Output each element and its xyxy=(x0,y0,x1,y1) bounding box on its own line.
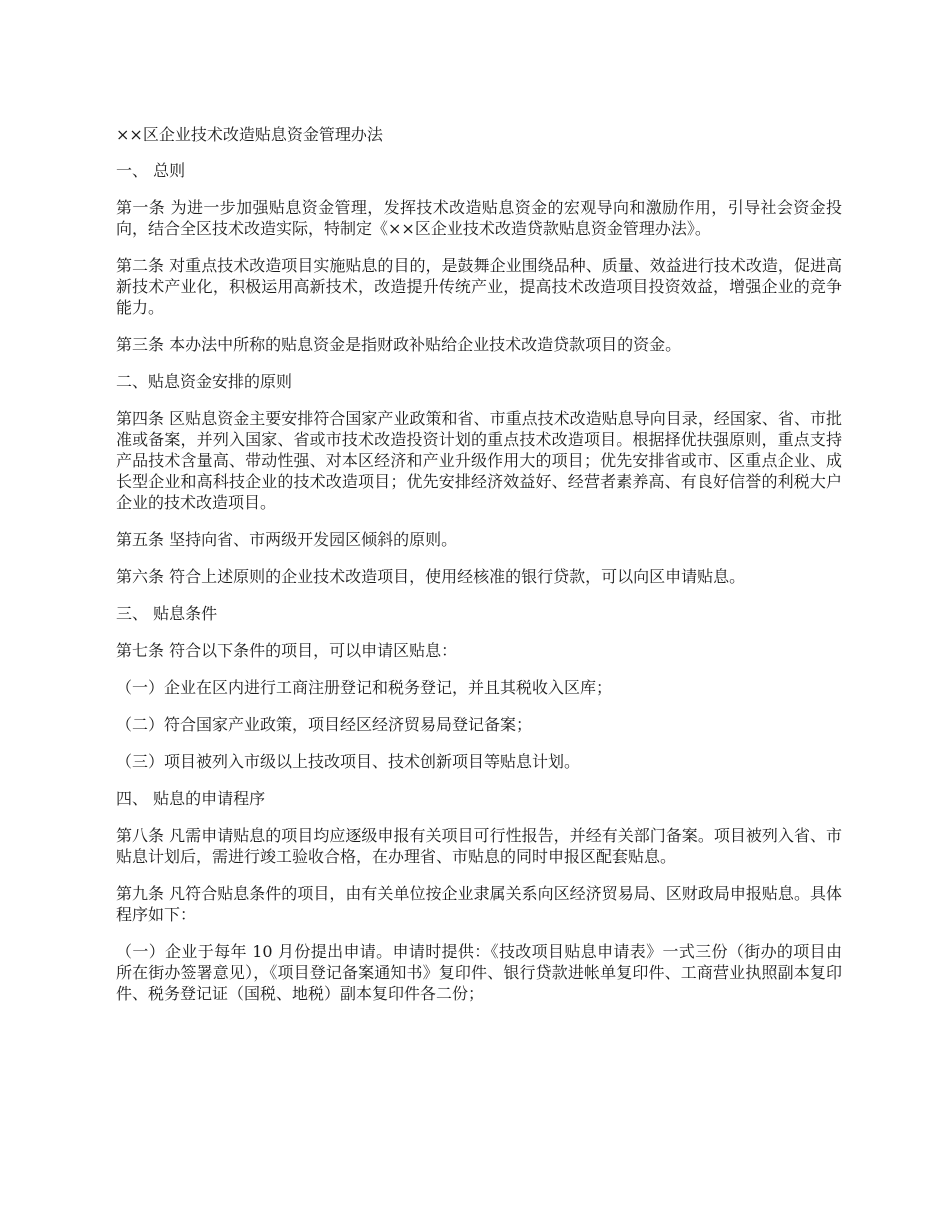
section-heading-conditions: 三、 贴息条件 xyxy=(116,604,218,623)
article-7: 第七条 符合以下条件的项目，可以申请区贴息： xyxy=(116,641,458,660)
section-heading-principles: 二、贴息资金安排的原则 xyxy=(116,372,293,391)
article-5: 第五条 坚持向省、市两级开发园区倾斜的原则。 xyxy=(116,530,458,549)
document-body xyxy=(116,124,842,1020)
condition-item-3: （三）项目被列入市级以上技改项目、技术创新项目等贴息计划。 xyxy=(116,752,581,771)
article-2: 第二条 对重点技术改造项目实施贴息的目的，是鼓舞企业围绕品种、质量、效益进行技术改造，促进高新技术产业化，积极运用高新技术，改造提升传统产业，提高技术改造项目投资效益，增强企业的竞争能力。 xyxy=(116,256,842,317)
article-9: 第九条 凡符合贴息条件的项目，由有关单位按企业隶属关系向区经济贸易局、区财政局申报贴息。具体程序如下： xyxy=(116,884,842,924)
article-3: 第三条 本办法中所称的贴息资金是指财政补贴给企业技术改造贷款项目的资金。 xyxy=(116,335,682,354)
article-4: 第四条 区贴息资金主要安排符合国家产业政策和省、市重点技术改造贴息导向目录，经国家、省、市批准或备案，并列入国家、省或市技术改造投资计划的重点技术改造项目。根据择优扶强原则，重点支持产品技术含量高、带动性强、对本区经济和产业升级作用大的项目；优先安排省或市、区重点企业、成长型企业和高科技企业的技术改造项目；优先安排经济效益好、经营者素养高、有良好信誉的利税大户企业的技术改造项目。 xyxy=(116,409,842,512)
document-title: ××区企业技术改造贴息资金管理办法 xyxy=(116,125,383,144)
procedure-item-1: （一）企业于每年 10 月份提出申请。申请时提供：《技改项目贴息申请表》一式三份（街办的项目由所在街办签署意见），《项目登记备案通知书》复印件、银行贷款进帐单复印件、工商营业执照副本复印件、税务登记证（国税、地税）副本复印件各二份； xyxy=(116,942,842,1003)
article-6: 第六条 符合上述原则的企业技术改造项目，使用经核准的银行贷款，可以向区申请贴息。 xyxy=(116,567,746,586)
condition-item-2: （二）符合国家产业政策，项目经区经济贸易局登记备案； xyxy=(116,715,533,734)
section-heading-procedure: 四、 贴息的申请程序 xyxy=(116,789,266,808)
article-1: 第一条 为进一步加强贴息资金管理，发挥技术改造贴息资金的宏观导向和激励作用，引导社会资金投向，结合全区技术改造实际，特制定《××区企业技术改造贷款贴息资金管理办法》。 xyxy=(116,198,842,238)
article-8: 第八条 凡需申请贴息的项目均应逐级申报有关项目可行性报告，并经有关部门备案。项目被列入省、市贴息计划后，需进行竣工验收合格，在办理省、市贴息的同时申报区配套贴息。 xyxy=(116,826,842,866)
condition-item-1: （一）企业在区内进行工商注册登记和税务登记，并且其税收入区库； xyxy=(116,678,613,697)
section-heading-general: 一、 总则 xyxy=(116,161,186,180)
